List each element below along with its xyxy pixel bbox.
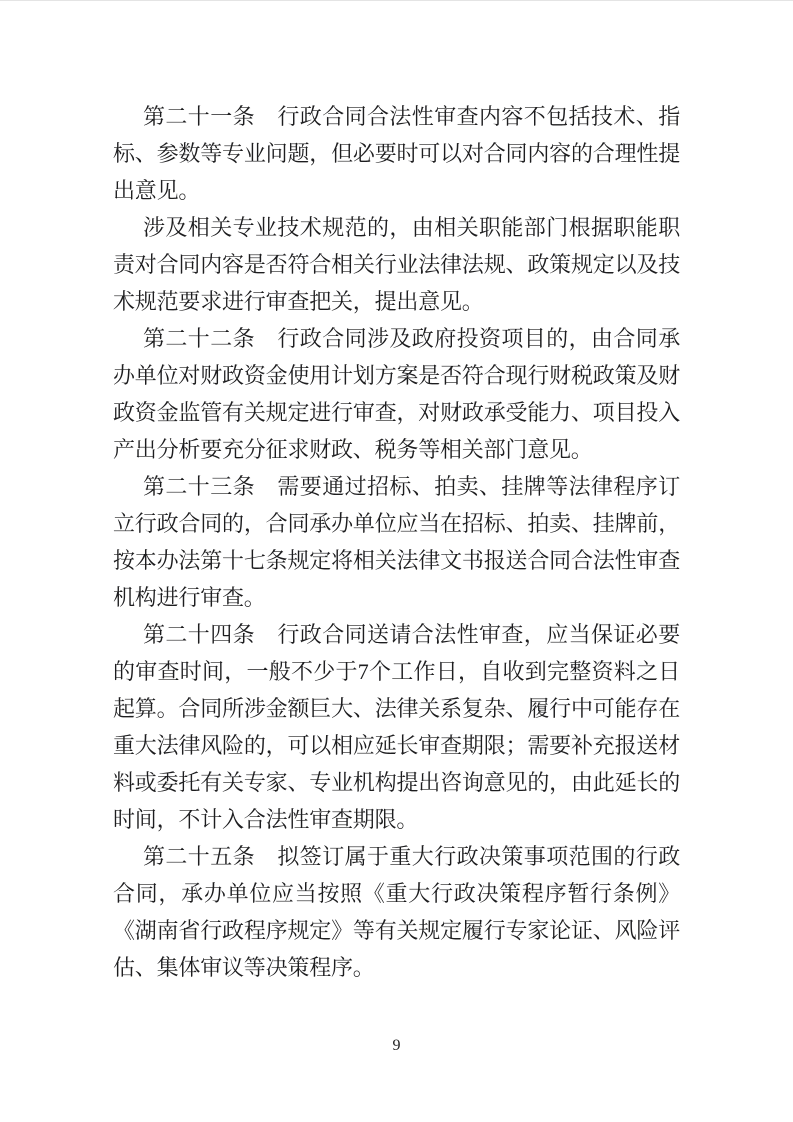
paragraph-article-24: 第二十四条 行政合同送请合法性审查，应当保证必要的审查时间，一般不少于7个工作日，自收到完整资料之日起算。合同所涉金额巨大、法律关系复杂、履行中可能存在重大法律风险的，可以相应延长审查期限；需要补充报送材料或委托有关专家、专业机构提出咨询意见的，由此延长的时间，不计入合法性审查期限。 xyxy=(113,622,680,832)
paragraph-article-21: 第二十一条 行政合同合法性审查内容不包括技术、指标、参数等专业问题，但必要时可以对合同内容的合理性提出意见。 xyxy=(113,104,680,203)
paragraph-article-21-supplement: 涉及相关专业技术规范的，由相关职能部门根据职能职责对合同内容是否符合相关行业法律法规、政策规定以及技术规范要求进行审查把关，提出意见。 xyxy=(113,215,680,314)
paragraph-article-23: 第二十三条 需要通过招标、拍卖、挂牌等法律程序订立行政合同的，合同承办单位应当在招标、拍卖、挂牌前，按本办法第十七条规定将相关法律文书报送合同合法性审查机构进行审查。 xyxy=(113,474,680,610)
paragraph-article-25: 第二十五条 拟签订属于重大行政决策事项范围的行政合同，承办单位应当按照《重大行政决策程序暂行条例》《湖南省行政程序规定》等有关规定履行专家论证、风险评估、集体审议等决策程序。 xyxy=(113,844,680,980)
page-number: 9 xyxy=(392,1037,401,1054)
page-top-edge xyxy=(0,0,793,1)
document-text-block xyxy=(113,98,680,986)
paragraph-article-22: 第二十二条 行政合同涉及政府投资项目的，由合同承办单位对财政资金使用计划方案是否符合现行财税政策及财政资金监管有关规定进行审查，对财政承受能力、项目投入产出分析要充分征求财政、税务等相关部门意见。 xyxy=(113,326,680,462)
